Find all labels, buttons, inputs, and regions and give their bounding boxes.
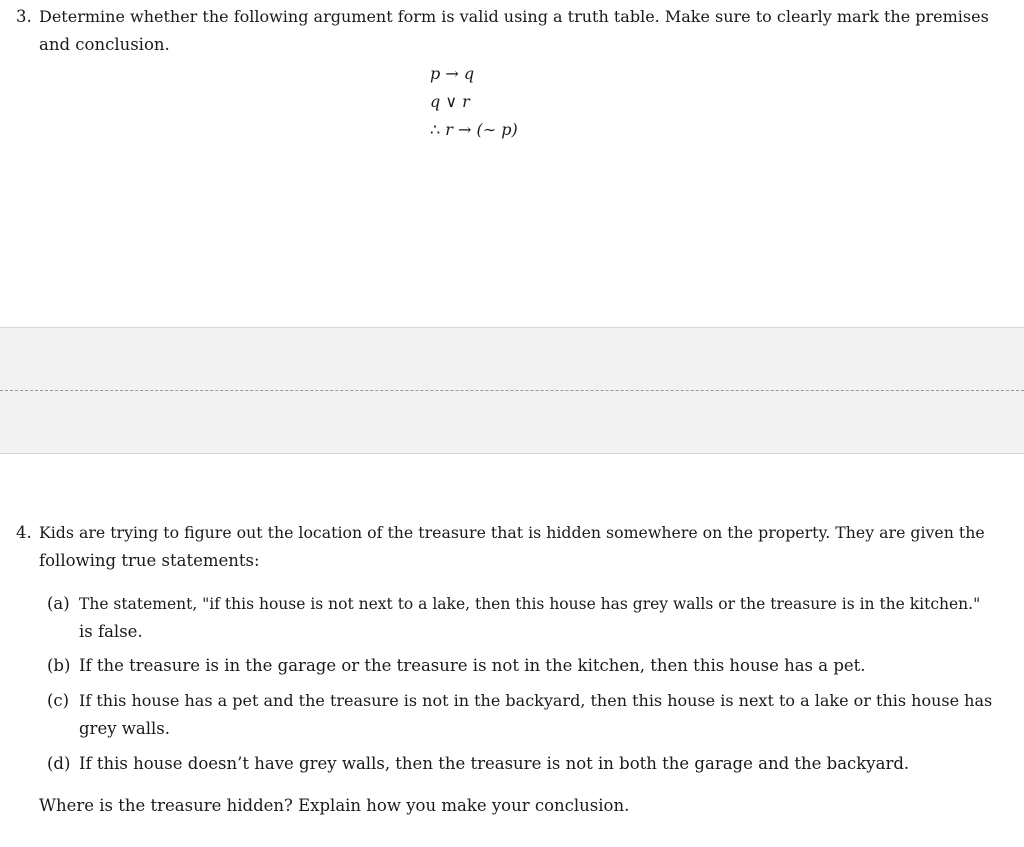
statement-d-line-1: If this house doesn’t have grey walls, then the treasure is not in both the garage and the backyard. — [79, 754, 910, 773]
conclusion-r: r — [445, 120, 453, 139]
question-3-number: 3. — [16, 7, 32, 26]
statement-d-label: (d) — [47, 754, 71, 773]
premise-2-r: r — [462, 92, 470, 111]
question-3-text-line-1: Determine whether the following argument form is valid using a truth table. Make sure to clearly mark the premises — [39, 7, 989, 26]
statement-a-line-1: The statement, "if this house is not next to a lake, then this house has grey walls or the treasure is in the kitchen." — [79, 595, 981, 613]
conclusion-not-p: (∼ p) — [476, 120, 518, 139]
question-3-text-line-2: and conclusion. — [39, 35, 170, 54]
conclusion — [430, 120, 518, 140]
premise-2 — [430, 92, 470, 112]
statement-c-line-2: grey walls. — [79, 719, 171, 738]
premise-1-q: q — [463, 64, 475, 83]
implies-symbol: → — [458, 120, 472, 139]
page-break — [0, 327, 1024, 454]
premise-2-q: q — [430, 92, 441, 111]
question-4-closing: Where is the treasure hidden? Explain how you make your conclusion. — [39, 796, 630, 815]
question-4-text-line-2: following true statements: — [39, 551, 260, 570]
statement-c-line-1: If this house has a pet and the treasure is not in the backyard, then this house is next to a lake or this house has — [79, 691, 993, 710]
statement-b-line-1: If the treasure is in the garage or the treasure is not in the kitchen, then this house has a pet. — [79, 656, 866, 675]
premise-1 — [430, 64, 474, 84]
question-4-text-line-1: Kids are trying to figure out the location of the treasure that is hidden somewhere on the property. They are given the — [39, 523, 985, 542]
question-3 — [0, 0, 1024, 327]
question-4-number: 4. — [16, 523, 32, 542]
therefore-symbol: ∴ — [430, 120, 441, 139]
statement-b-label: (b) — [47, 656, 71, 675]
statement-a-label: (a) — [47, 594, 70, 613]
page-break-dashed-line — [0, 390, 1024, 391]
premise-1-p: p — [430, 64, 441, 83]
or-symbol: ∨ — [445, 92, 458, 111]
implies-symbol: → — [445, 64, 459, 83]
statement-c-label: (c) — [47, 691, 70, 710]
statement-a-line-2: is false. — [79, 622, 143, 641]
